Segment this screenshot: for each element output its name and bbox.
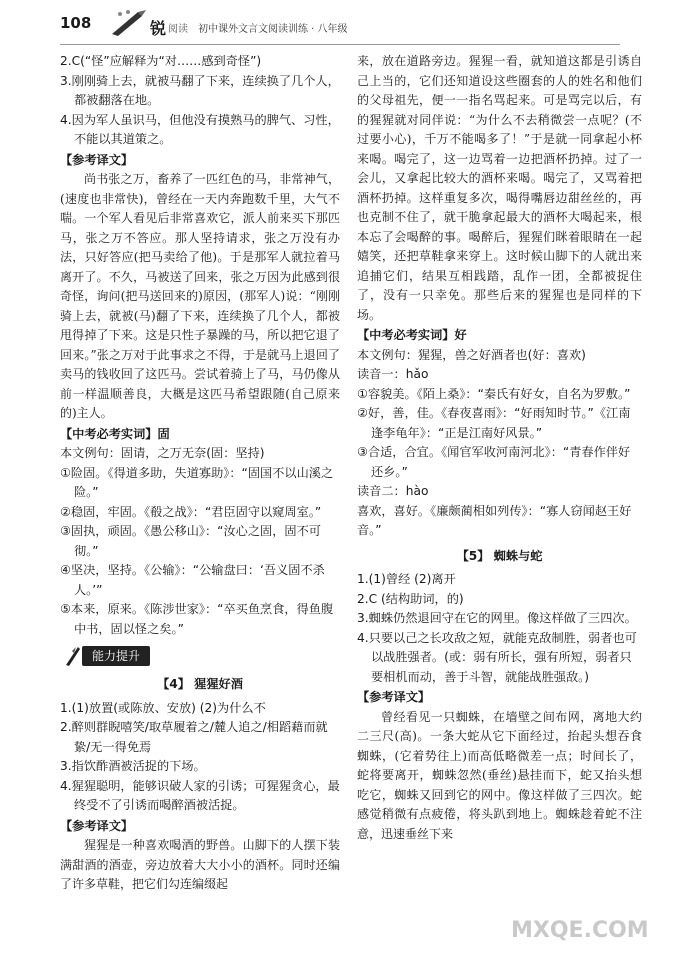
left-column <box>60 52 340 895</box>
s4-answer-1: 1.(1)放置(或陈放、安放) (2)为什么不 <box>60 700 266 715</box>
s5-reference-translation: 曾经看见一只蜘蛛，在墙壁之间布网，离地大约二三尺(高)。一条大蛇从它下面经过，抬起头想吞食蜘蛛，(它着势往上)而高低略微差一点；时间长了，蛇将要离开，蜘蛛忽然(垂丝)悬挂而下，蛇又抬头想吃它，蜘蛛又回到它的网中。像这样做了三四次。蛇感觉稍微有点疲倦，将头趴到地上。蜘蛛趁着蛇不注意，迅速垂丝下来 <box>357 709 642 841</box>
hao-item: ①容貌美。《陌上桑》：“秦氏有好女，自名为罗敷。” <box>357 386 631 401</box>
section-5-title: 【5】 蜘蛛与蛇 <box>456 548 543 563</box>
answer-2: 2.C(“怪”应解释为“对……感到奇怪”) <box>60 54 262 68</box>
reference-translation: 尚书张之万，畜养了一匹红色的马，非常神气，(速度也非常快)，曾经在一天内奔跑数千里，大气不喘。一个军人看见后非常喜欢它，派人前来买下那匹马，张之万不答应。那人坚持请求，张之万没有办法，只好答应(把马卖给了他)。于是那军人就拉着马离开了。不久，马被送了回来，张之万因为此感到很奇怪，询问(把马送回来的)原因，(那军人)说：“刚刚骑上去，就被(马)翻了下来，连续换了几个人，都被甩得掉了下来。这是只性子暴躁的马，所以把它退了回来。”张之万对于此事求之不得，于是就马上退回了卖马的钱收回了这匹马。尝试着骑上了马，马仍像从前一样温顺善良，大概是这匹马希望跟随(自己原来的)主人。 <box>60 172 340 420</box>
must-word-item: ⑤本来，原来。《陈涉世家》：“卒买鱼烹食，得鱼腹中书，固以怪之矣。” <box>60 602 334 636</box>
s5-answer-2: 2.C (结构助词，的) <box>357 591 464 606</box>
pen-logo-icon <box>108 8 154 38</box>
quill-icon <box>64 645 82 667</box>
s5-answer-3: 3.蜘蛛仍然退回守在它的网里。像这样做了三四次。 <box>357 611 637 625</box>
logo-char: 锐 <box>150 19 167 38</box>
right-column <box>357 52 642 844</box>
ability-section-banner <box>60 645 340 667</box>
section-4-title: 【4】 猩猩好酒 <box>157 677 243 691</box>
hao4-item: 喜欢，喜好。《廉颇蔺相如列传》：“寡人窃闻赵王好音。” <box>357 503 632 537</box>
must-word-item: ②稳固，牢固。《殽之战》：“君臣固守以窥周室。” <box>60 504 322 519</box>
hao-item: ②好，善，佳。《春夜喜雨》：“好雨知时节。”《江南逢李龟年》：“正是江南好风景。” <box>357 406 631 440</box>
s4-reference-translation: 猩猩是一种喜欢喝酒的野兽。山脚下的人摆下装满甜酒的酒壶，旁边放着大大小小的酒杯。同时还编了许多草鞋，把它们勾连编缀起 <box>60 838 340 891</box>
header-divider <box>60 44 620 45</box>
s4-answer-3: 3.指饮酢酒被活捉的下场。 <box>60 759 206 773</box>
reading-one: 读音一：hǎo <box>357 367 429 381</box>
reference-translation-heading: 【参考译文】 <box>60 152 134 167</box>
must-word-item: ①险固。《得道多助，失道寡助》：“固国不以山溪之险。” <box>60 465 334 499</box>
hao-item: ③合适，合宜。《闻官军收河南河北》：“青春作伴好还乡。” <box>357 445 631 479</box>
s5-answer-4: 4.只要以己之长攻敌之短，就能克敌制胜，弱者也可以战胜强者。(或：弱有所长，强有所短，弱者只要相机而动，善于斗智，就能战胜强敌。) <box>357 630 637 684</box>
answer-4: 4.因为军人虽识马，但他没有摸熟马的脾气、习性，不能以其道策之。 <box>60 112 340 146</box>
reading-two: 读音二：hào <box>357 484 429 498</box>
must-word-heading: 【中考必考实词】固 <box>60 426 170 441</box>
must-word-item: ③固执，顽固。《愚公移山》：“汝心之固，固不可彻。” <box>60 524 321 558</box>
page-number: 108 <box>60 14 92 32</box>
s4-translation-continued: 来，放在道路旁边。猩猩一看，就知道这都是引诱自己上当的，它们还知道设这些圈套的人的姓名和他们的父母祖先，便一一指名骂起来。可是骂完以后，有的猩猩就对同伴说：“为什么不去稍微尝一点呢？(不过要小心)，千万不能喝多了！”于是就一同拿起小杯来喝。喝完了，这一边骂着一边把酒杯扔掉。过了一会儿，又拿起比较大的酒杯来喝。喝完了，又骂着把酒杯扔掉。这样重复多次，喝得嘴唇边甜丝丝的，再也克制不住了，就干脆拿起最大的酒杯大喝起来，根本忘了会喝醉的事。喝醉后，猩猩们眯着眼睛在一起嬉笑，还把草鞋拿来穿上。这时候山脚下的人就出来追捕它们，结果互相践踏，乱作一团，全都被捉住了，没有一只幸免。那些后来的猩猩也是同样的下场。 <box>357 54 642 322</box>
s4-answer-4: 4.猩猩聪明，能够识破人家的引诱；可猩猩贪心，最终受不了引诱而喝醉酒被活捉。 <box>60 778 340 812</box>
series-title: 初中课外文言文阅读训练 · 八年级 <box>198 24 348 35</box>
s4-reference-heading: 【参考译文】 <box>60 818 134 833</box>
must-word-hao-example: 本文例句：猩猩，兽之好酒者也(好：喜欢) <box>357 347 586 362</box>
answer-3: 3.刚刚骑上去，就被马翻了下来，连续换了几个人，都被翻落在地。 <box>60 73 340 107</box>
logo-word: 阅读 <box>168 24 188 35</box>
must-word-item: ④坚决，坚持。《公输》：“公输盘曰：‘吾义固不杀人。’” <box>60 563 325 597</box>
s5-answer-1: 1.(1)曾经 (2)离开 <box>357 572 456 586</box>
must-word-hao-heading: 【中考必考实词】好 <box>357 328 467 342</box>
watermark-logo <box>507 887 657 947</box>
page-header <box>0 0 675 46</box>
must-word-example: 本文例句：固请，之万无奈(固：坚持) <box>60 446 265 460</box>
s4-answer-2: 2.醉则群睨嘻笑/取草履着之/麓人追之/相蹈藉而就絷/无一得免焉 <box>60 720 328 754</box>
s5-reference-heading: 【参考译文】 <box>357 690 431 704</box>
watermark-text: MXQE.COM <box>511 918 649 943</box>
ability-label: 能力提升 <box>82 646 150 666</box>
